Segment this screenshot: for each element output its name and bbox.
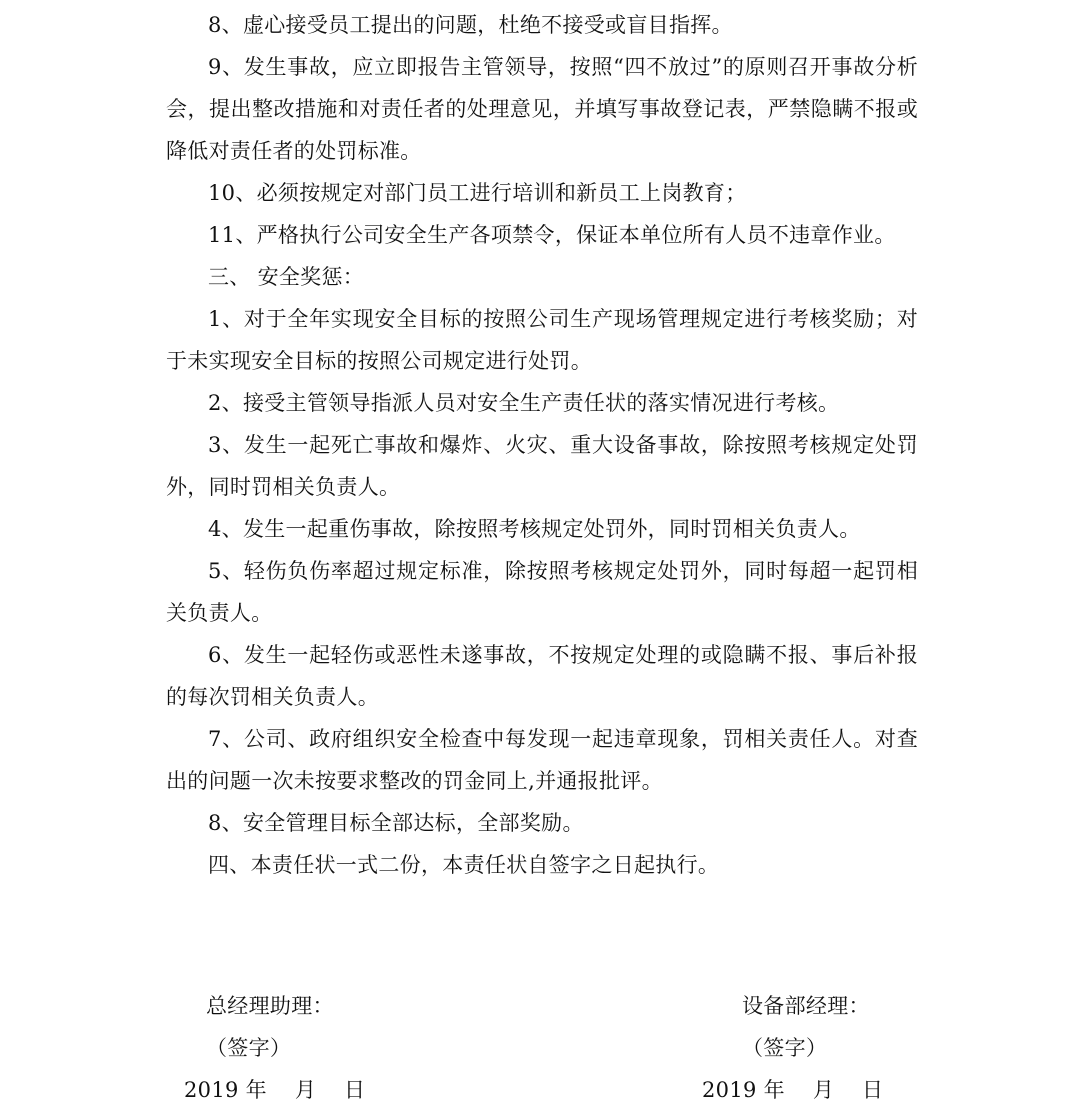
signature-right-date: 2019 年 月 日 xyxy=(702,1078,884,1102)
section-heading-execution: 四、本责任状一式二份，本责任状自签字之日起执行。 xyxy=(208,853,720,877)
paragraph-item-11: 11、严格执行公司安全生产各项禁令，保证本单位所有人员不违章作业。 xyxy=(208,223,896,247)
paragraph-item-8: 8、虚心接受员工提出的问题，杜绝不接受或盲目指挥。 xyxy=(208,13,733,37)
paragraph-reward-3: 3、发生一起死亡事故和爆炸、火灾、重大设备事故，除按照考核规定处罚外，同时罚相关负责人。 xyxy=(166,433,918,499)
paragraph-reward-2: 2、接受主管领导指派人员对安全生产责任状的落实情况进行考核。 xyxy=(208,391,840,415)
paragraph-reward-1: 1、对于全年实现安全目标的按照公司生产现场管理规定进行考核奖励；对于未实现安全目标的按照公司规定进行处罚。 xyxy=(166,307,918,373)
signature-left-title: 总经理助理： xyxy=(206,994,334,1018)
signature-left-date: 2019 年 月 日 xyxy=(184,1078,366,1102)
signature-left-sign: （签字） xyxy=(206,1036,292,1060)
paragraph-reward-5: 5、轻伤负伤率超过规定标准，除按照考核规定处罚外，同时每超一起罚相关负责人。 xyxy=(166,559,918,625)
paragraph-reward-6: 6、发生一起轻伤或恶性未遂事故，不按规定处理的或隐瞒不报、事后补报的每次罚相关负责人。 xyxy=(166,643,918,709)
document-body xyxy=(166,4,918,886)
paragraph-reward-7: 7、公司、政府组织安全检查中每发现一起违章现象，罚相关责任人。对查出的问题一次未按要求整改的罚金同上,并通报批评。 xyxy=(166,727,918,793)
paragraph-reward-4: 4、发生一起重伤事故，除按照考核规定处罚外，同时罚相关负责人。 xyxy=(208,517,861,541)
paragraph-item-9: 9、发生事故，应立即报告主管领导，按照“四不放过”的原则召开事故分析会，提出整改措施和对责任者的处理意见，并填写事故登记表，严禁隐瞒不报或降低对责任者的处罚标准。 xyxy=(166,55,918,163)
signature-right-sign: （签字） xyxy=(742,1036,828,1060)
section-heading-rewards: 三、 安全奖惩： xyxy=(208,265,365,289)
paragraph-reward-8: 8、安全管理目标全部达标，全部奖励。 xyxy=(208,811,584,835)
signature-right-title: 设备部经理： xyxy=(742,994,870,1018)
paragraph-item-10: 10、必须按规定对部门员工进行培训和新员工上岗教育； xyxy=(208,181,747,205)
